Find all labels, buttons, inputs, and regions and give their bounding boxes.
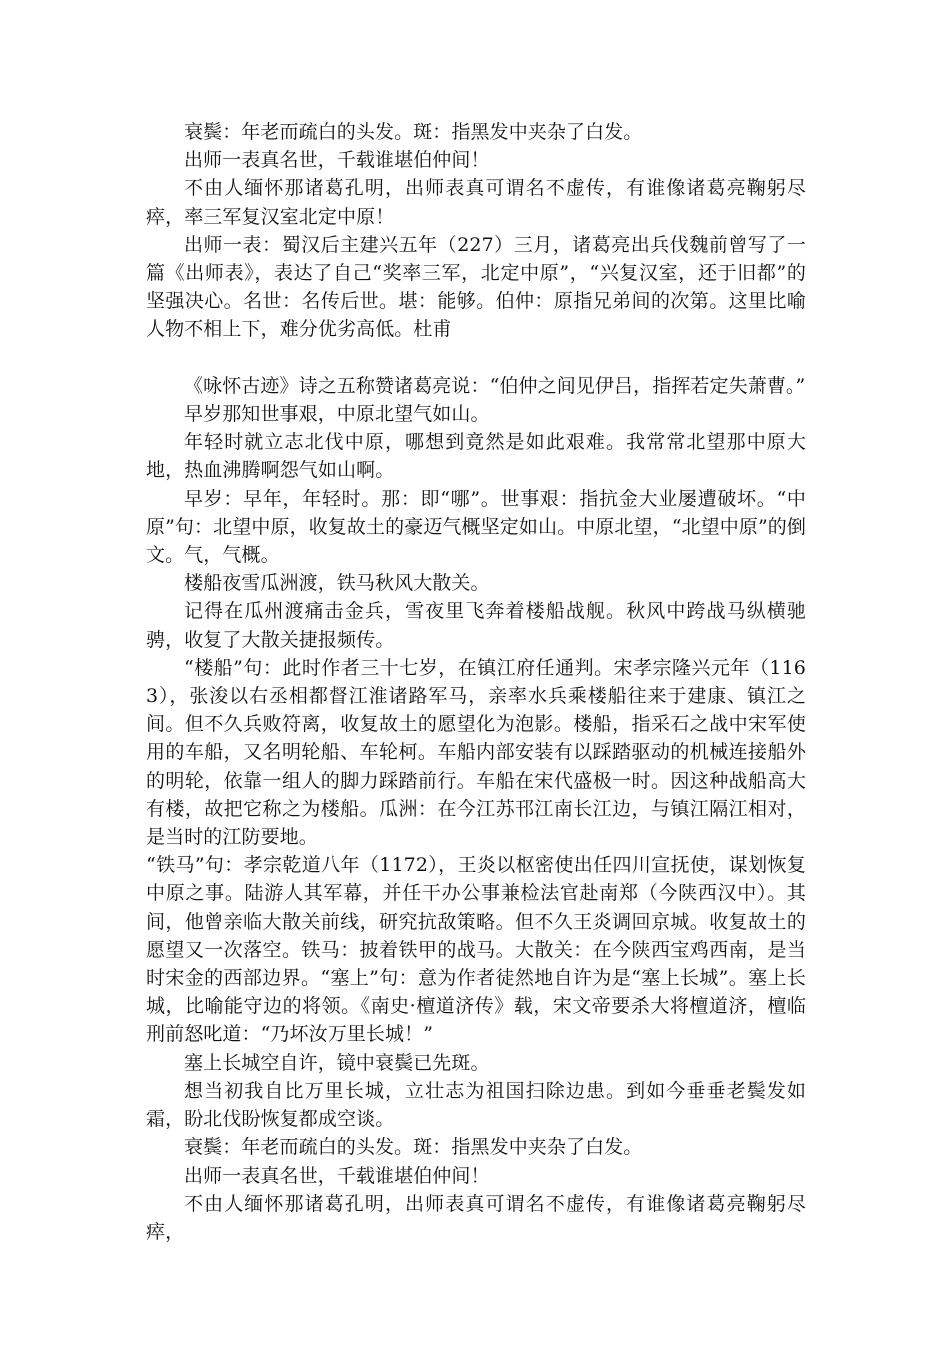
paragraph-poem-line-chushi: 出师一表真名世，千载谁堪伯仲间！ bbox=[184, 149, 490, 172]
paragraph-annotation-zaosui: 早岁：早年，年轻时。那：即“哪”。世事艰：指抗金大业屡遭破坏。“中原”句：北望中原，收复故土的豪迈气概坚定如山。中原北望，“北望中原”的倒文。气，气概。 bbox=[146, 487, 806, 567]
paragraph-poem-line-saishang: 塞上长城空自许，镜中衰鬓已先斑。 bbox=[184, 1051, 490, 1074]
paragraph-translation-chushi: 不由人缅怀那诸葛孔明，出师表真可谓名不虚传，有谁像诸葛亮鞠躬尽瘁，率三军复汉室北定中原！ bbox=[146, 177, 806, 228]
paragraph-translation-chushi-partial: 不由人缅怀那诸葛孔明，出师表真可谓名不虚传，有谁像诸葛亮鞠躬尽瘁， bbox=[146, 1192, 806, 1243]
paragraph-gap bbox=[146, 344, 806, 372]
paragraph-quote-yonghuai: 《咏怀古迹》诗之五称赞诸葛亮说：“伯仲之间见伊吕，指挥若定失萧曹。” bbox=[184, 374, 806, 397]
paragraph-translation-zaosui: 年轻时就立志北伐中原，哪想到竟然是如此艰难。我常常北望那中原大地，热血沸腾啊怨气如山啊。 bbox=[146, 431, 806, 482]
paragraph-translation-saishang: 想当初我自比万里长城，立壮志为祖国扫除边患。到如今垂垂老鬓发如霜，盼北伐盼恢复都成空谈。 bbox=[146, 1079, 806, 1131]
paragraph-poem-line-chushi-repeat: 出师一表真名世，千载谁堪伯仲间！ bbox=[184, 1164, 490, 1187]
paragraph-poem-line-zaosui: 早岁那知世事艰，中原北望气如山。 bbox=[184, 403, 490, 426]
paragraph-annotation-chushi: 出师一表：蜀汉后主建兴五年（227）三月，诸葛亮出兵伐魏前曾写了一篇《出师表》，表达了自己“奖率三军，北定中原”，“兴复汉室，还于旧都”的坚强决心。名世：名传后世。堪：能够。伯仲：原指兄弟间的次第。这里比喻人物不相上下，难分优劣高低。杜甫 bbox=[146, 233, 806, 341]
paragraph-poem-line-louchuan: 楼船夜雪瓜洲渡，铁马秋风大散关。 bbox=[184, 572, 490, 595]
paragraph-annotation-shuaibin-repeat: 衰鬓：年老而疏白的头发。斑：指黑发中夹杂了白发。 bbox=[184, 1136, 643, 1159]
paragraph-translation-louchuan: 记得在瓜州渡痛击金兵，雪夜里飞奔着楼船战舰。秋风中跨战马纵横驰骋，收复了大散关捷报频传。 bbox=[146, 600, 806, 651]
paragraph-annotation-tiema: “铁马”句：孝宗乾道八年（1172），王炎以枢密使出任四川宣抚使，谋划恢复中原之事。陆游人其军幕，并任干办公事兼检法官赴南郑（今陕西汉中）。其间，他曾亲临大散关前线，研究抗敌策略。但不久王炎调回京城。收复故土的愿望又一次落空。铁马：披着铁甲的战马。大散关：在今陕西宝鸡西南，是当时宋金的西部边界。“塞上”句：意为作者徒然地自许为是“塞上长城”。塞上长城，比喻能守边的将领。《南史·檀道济传》载，宋文帝要杀大将檀道济，檀临刑前怒叱道：“乃坏汝万里长城！” bbox=[146, 854, 806, 1046]
paragraph-annotation-louchuan: “楼船”句：此时作者三十七岁，在镇江府任通判。宋孝宗隆兴元年（1163），张浚以右丞相都督江淮诸路军马，亲率水兵乘楼船往来于建康、镇江之间。但不久兵败符离，收复故土的愿望化为泡影。楼船，指采石之战中宋军使用的车船，又名明轮船、车轮柯。车船内部安装有以踩踏驱动的机械连接船外的明轮，依靠一组人的脚力踩踏前行。车船在宋代盛极一时。因这种战船高大有楼，故把它称之为楼船。瓜洲：在今江苏邗江南长江边，与镇江隔江相对，是当时的江防要地。 bbox=[146, 656, 806, 849]
document-body bbox=[146, 118, 806, 1246]
paragraph-annotation-shuaibin: 衰鬓：年老而疏白的头发。斑：指黑发中夹杂了白发。 bbox=[184, 121, 643, 143]
